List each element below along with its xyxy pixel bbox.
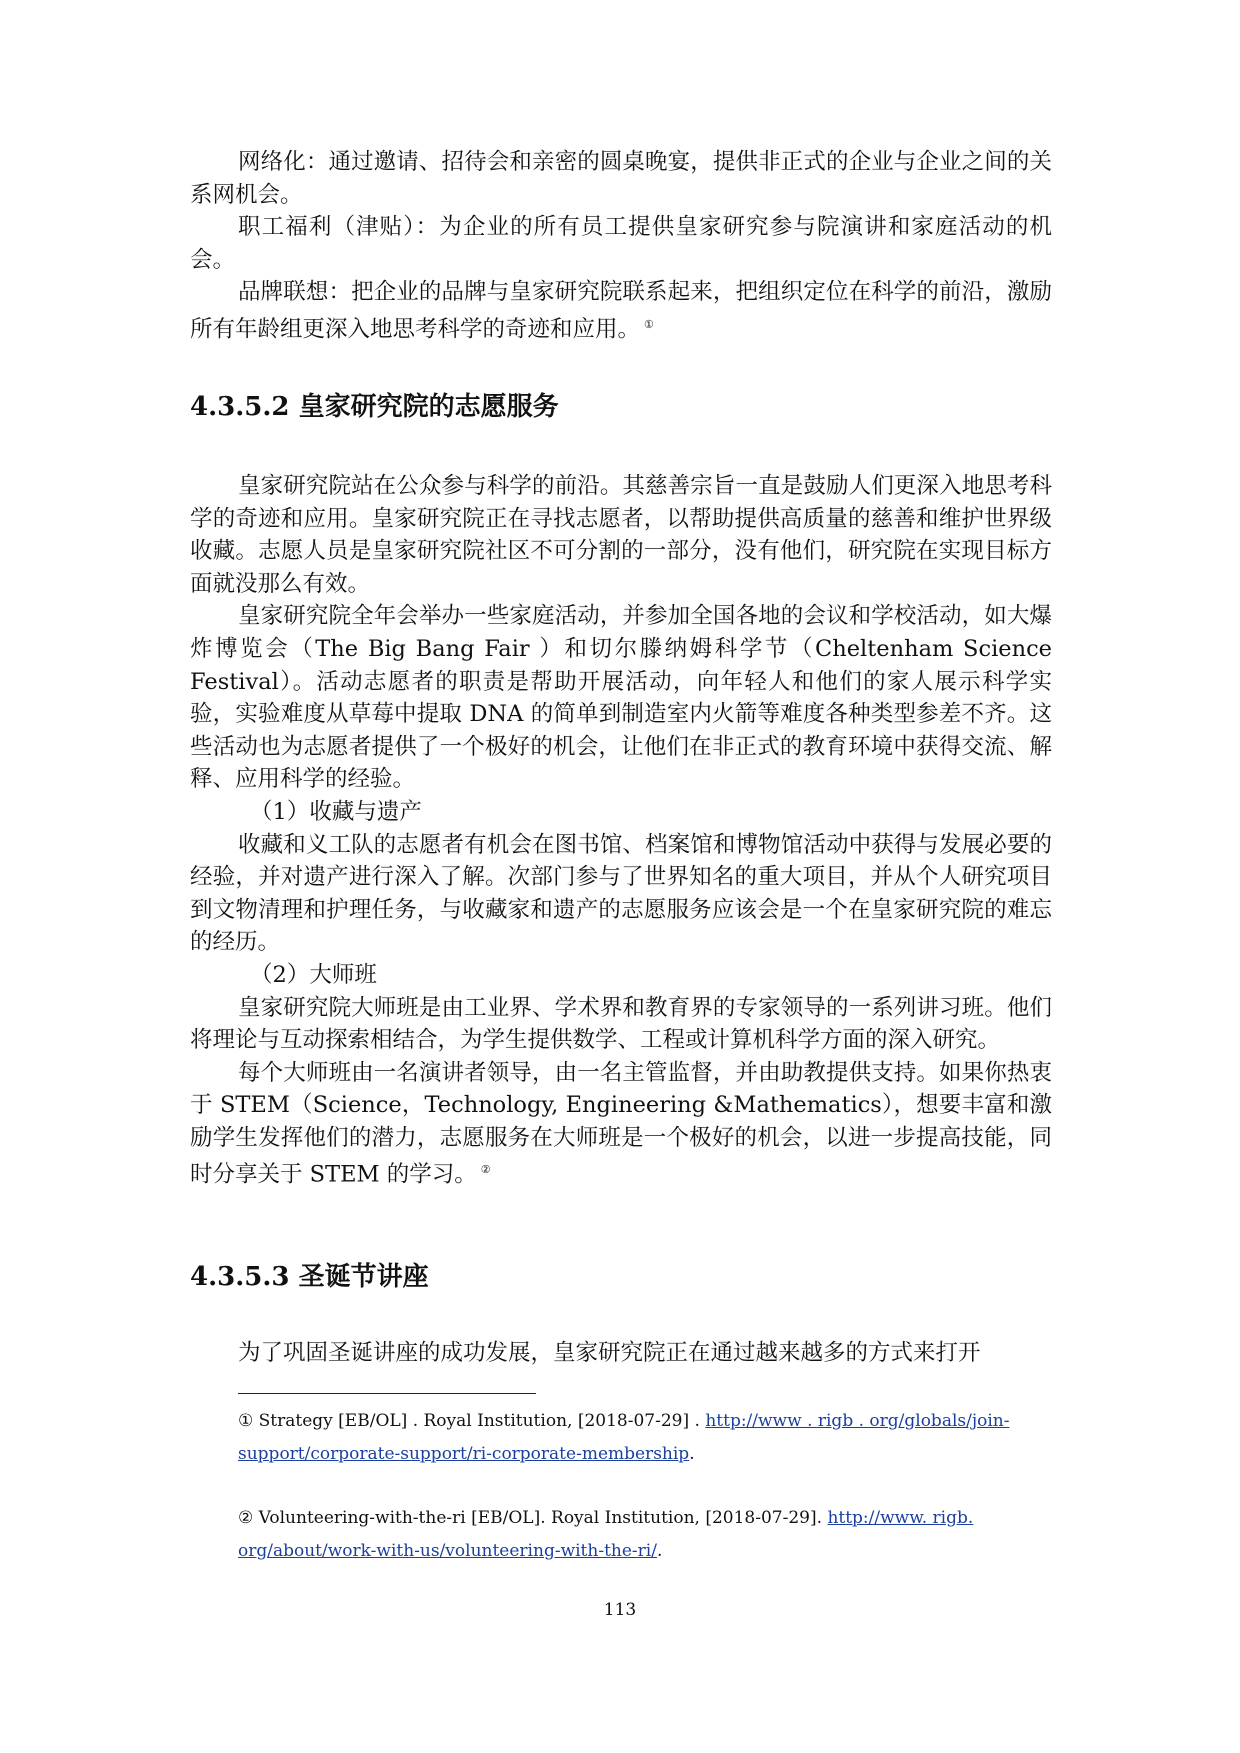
volunteering-section: [190, 470, 1052, 1192]
paragraph-collections: 收藏和义工队的志愿者有机会在图书馆、档案馆和博物馆活动中获得与发展必要的经验，并对遗产进行深入了解。次部门参与了世界知名的重大项目，并从个人研究项目到文物清理和护理任务，与收藏家和遗产的志愿服务应该会是一个在皇家研究院的难忘的经历。: [190, 831, 1052, 956]
footnote-mark: ②: [238, 1508, 254, 1528]
footnote-mark: ①: [238, 1411, 254, 1431]
footnote-ref-2[interactable]: ②: [480, 1163, 491, 1177]
section-heading-christmas-lectures: 4.3.5.3 圣诞节讲座: [190, 1262, 429, 1292]
footnote-1: ① Strategy [EB/OL] . Royal Institution, [2018-07-29] . http://www . rigb . org/globals/join-support/corporate-support/ri-corporate-membership.: [238, 1411, 1010, 1464]
paragraph-brand-association: 品牌联想：把企业的品牌与皇家研究院联系起来，把组织定位在科学的前沿，激励所有年龄组更深入地思考科学的奇迹和应用。 ①: [190, 279, 1052, 343]
paragraph-family-events: 皇家研究院全年会举办一些家庭活动，并参加全国各地的会议和学校活动，如大爆炸博览会（The Big Bang Fair ）和切尔滕纳姆科学节（Cheltenham Science Festival）。活动志愿者的职责是帮助开展活动，向年轻人和他们的家人展示科学实验，实验难度从草莓中提取 DNA 的简单到制造室内火箭等难度各种类型参差不齐。这些活动也为志愿者提供了一个极好的机会，让他们在非正式的教育环境中获得交流、解释、应用科学的经验。: [190, 603, 1052, 793]
footnote-link[interactable]: http://www. rigb. org/about/work-with-us/volunteering-with-the-ri/: [238, 1508, 974, 1561]
paragraph-volunteer-intro: 皇家研究院站在公众参与科学的前沿。其慈善宗旨一直是鼓励人们更深入地思考科学的奇迹和应用。皇家研究院正在寻找志愿者，以帮助提供高质量的慈善和维护世界级收藏。志愿人员是皇家研究院社区不可分割的一部分，没有他们，研究院在实现目标方面就没那么有效。: [190, 473, 1052, 597]
paragraph-stem: 每个大师班由一名演讲者领导，由一名主管监督，并由助教提供支持。如果你热衷于 STEM（Science，Technology, Engineering &Mathematics），想要丰富和激励学生发挥他们的潜力，志愿服务在大师班是一个极好的机会，以进一步提高技能，同时分享关于 STEM 的学习。 ②: [190, 1059, 1052, 1188]
intro-paragraphs: [190, 146, 1052, 346]
subheading-collections-heritage: （1）收藏与遗产: [250, 798, 422, 825]
paragraph-networking: 网络化：通过邀请、招待会和亲密的圆桌晚宴，提供非正式的企业与企业之间的关系网机会。: [190, 149, 1052, 208]
footnote-citation: Strategy [EB/OL] . Royal Institution, [2018-07-29] .: [258, 1411, 700, 1431]
section-heading-volunteering: 4.3.5.2 皇家研究院的志愿服务: [190, 392, 559, 422]
footnote-citation: Volunteering-with-the-ri [EB/OL]. Royal Institution, [2018-07-29].: [258, 1508, 823, 1528]
footnote-ref-1[interactable]: ①: [644, 317, 654, 331]
christmas-section: [190, 1337, 1052, 1370]
page-number: 113: [603, 1600, 637, 1620]
paragraph-christmas: 为了巩固圣诞讲座的成功发展，皇家研究院正在通过越来越多的方式来打开: [238, 1340, 981, 1366]
paragraph-masterclass: 皇家研究院大师班是由工业界、学术界和教育界的专家领导的一系列讲习班。他们将理论与互动探索相结合，为学生提供数学、工程或计算机科学方面的深入研究。: [190, 994, 1052, 1054]
footnote-2: ② Volunteering-with-the-ri [EB/OL]. Royal Institution, [2018-07-29]. http://www. rigb. org/about/work-with-us/volunteering-with-the-ri/.: [238, 1508, 974, 1561]
paragraph-staff-benefits: 职工福利（津贴）：为企业的所有员工提供皇家研究参与院演讲和家庭活动的机会。: [190, 214, 1052, 273]
subheading-masterclass: （2）大师班: [250, 961, 377, 988]
footnote-divider: [238, 1393, 536, 1394]
footnote-link[interactable]: http://www . rigb . org/globals/join-support/corporate-support/ri-corporate-membership: [238, 1411, 1010, 1464]
